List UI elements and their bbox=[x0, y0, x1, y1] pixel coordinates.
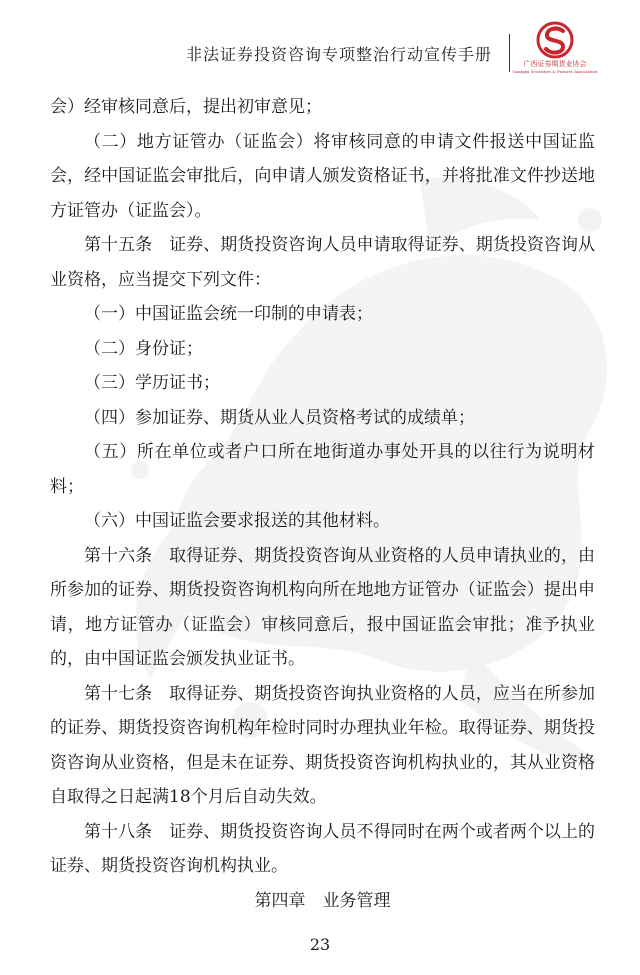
page-number: 23 bbox=[309, 935, 331, 954]
header-title: 非法证券投资咨询专项整治行动宣传手册 bbox=[185, 45, 492, 64]
list-item: （三）学历证书； bbox=[84, 373, 220, 393]
page-header bbox=[0, 0, 640, 80]
logo-caption: 广西证券期货业协会 bbox=[523, 60, 587, 68]
chapter-heading: 第四章 业务管理 bbox=[254, 890, 391, 911]
list-item: （一）中国证监会统一印制的申请表； bbox=[84, 304, 373, 324]
article-seventeen: 第十七条 取得证券、期货投资咨询执业资格的人员，应当在所参加的证券、期货投资咨询机构年检时同时办理执业年检。取得证券、期货投资咨询从业资格，但是未在证券、期货投资咨询机构执业的，其从业资格自取得之日起满18个月后自动失效。 bbox=[50, 683, 595, 807]
document-body bbox=[50, 90, 595, 918]
logo-subcaption: Guangxi Securities & Futures Association bbox=[512, 69, 598, 74]
paragraph: 会）经审核同意后，提出初审意见； bbox=[50, 97, 322, 117]
list-item: （四）参加证券、期货从业人员资格考试的成绩单； bbox=[84, 407, 475, 428]
article-fifteen: 第十五条 证券、期货投资咨询人员申请取得证券、期货投资咨询从业资格，应当提交下列文件： bbox=[50, 235, 595, 290]
list-item: （二）身份证； bbox=[84, 338, 203, 359]
article-eighteen: 第十八条 证券、期货投资咨询人员不得同时在两个或者两个以上的证券、期货投资咨询机构执业。 bbox=[50, 821, 595, 876]
list-item: （五）所在单位或者户口所在地街道办事处开具的以往行为说明材料； bbox=[50, 442, 595, 497]
paragraph: （二）地方证管办（证监会）将审核同意的申请文件报送中国证监会，经中国证监会审批后，向申请人颁发资格证书，并将批准文件抄送地方证管办（证监会）。 bbox=[50, 131, 595, 221]
list-item: （六）中国证监会要求报送的其他材料。 bbox=[84, 511, 390, 531]
article-sixteen: 第十六条 取得证券、期货投资咨询从业资格的人员申请执业的，由所参加的证券、期货投资咨询机构向所在地地方证管办（证监会）提出申请，地方证管办（证监会）审核同意后，报中国证监会审批；准予执业的，由中国证监会颁发执业证书。 bbox=[50, 545, 595, 669]
